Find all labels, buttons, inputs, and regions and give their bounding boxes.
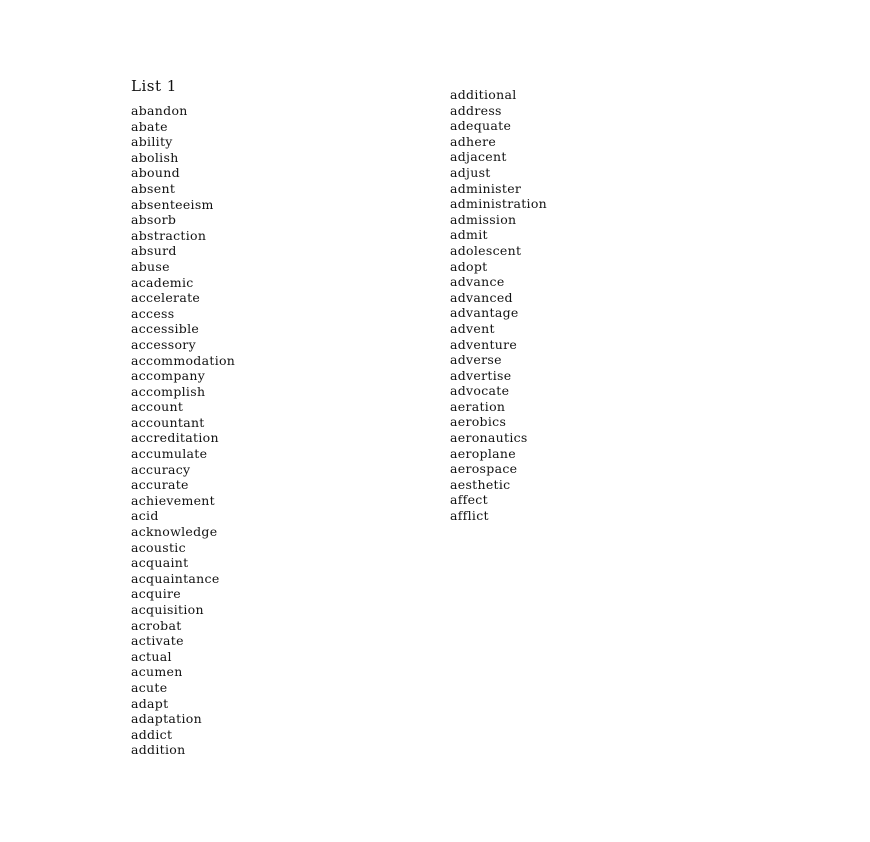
list-item: adventure [450, 336, 518, 352]
list-item: accessible [131, 321, 200, 337]
list-item: achievement [131, 492, 215, 508]
list-item: adaptation [131, 711, 202, 727]
list-item: abandon [131, 103, 188, 118]
word-list-column-1 [131, 103, 235, 758]
list-item: adjacent [450, 149, 507, 165]
list-item: accommodation [131, 352, 236, 368]
list-item: acumen [131, 664, 183, 680]
list-item: afflict [450, 508, 489, 524]
list-item: accessory [131, 336, 196, 352]
list-item: advocate [450, 383, 510, 399]
list-item: access [131, 305, 175, 321]
list-item: absurd [131, 243, 177, 259]
list-item: acoustic [131, 539, 186, 555]
list-item: adapt [131, 695, 169, 711]
list-item: address [450, 102, 502, 118]
list-item: advertise [450, 367, 512, 383]
list-item: aeration [450, 398, 506, 414]
list-item: advance [450, 274, 505, 290]
list-item: aerospace [450, 461, 518, 477]
list-item: ability [131, 134, 173, 150]
list-item: acquire [131, 586, 181, 602]
list-item: aerobics [450, 414, 507, 430]
list-item: adjust [450, 164, 491, 180]
list-item: abolish [131, 149, 179, 165]
list-item: accelerate [131, 290, 201, 306]
list-item: addition [131, 742, 186, 758]
list-item: additional [450, 87, 517, 102]
list-item: abound [131, 165, 180, 181]
list-item: accreditation [131, 430, 219, 446]
list-item: academic [131, 274, 194, 290]
list-item: aesthetic [450, 476, 511, 492]
list-item: accurate [131, 477, 189, 493]
word-list-column-2 [450, 87, 547, 524]
list-item: acrobat [131, 617, 182, 633]
list-item: admit [450, 227, 488, 243]
list-item: accomplish [131, 383, 206, 399]
list-item: acid [131, 508, 159, 524]
list-item: advantage [450, 305, 519, 321]
list-item: abstraction [131, 227, 207, 243]
list-item: acquaint [131, 555, 189, 571]
list-item: adolescent [450, 242, 522, 258]
list-item: aeroplane [450, 445, 516, 461]
list-item: actual [131, 648, 172, 664]
list-item: acquaintance [131, 570, 220, 586]
list-item: adverse [450, 352, 502, 368]
list-item: administer [450, 180, 522, 196]
list-item: activate [131, 633, 184, 649]
list-item: absent [131, 180, 176, 196]
list-item: accompany [131, 368, 206, 384]
list-item: adequate [450, 118, 512, 134]
list-item: abate [131, 118, 168, 134]
list-item: accumulate [131, 446, 208, 462]
list-item: advent [450, 320, 495, 336]
list-item: absorb [131, 212, 177, 228]
list-item: account [131, 399, 184, 415]
list-item: accountant [131, 414, 205, 430]
list-item: administration [450, 196, 548, 212]
list-item: accuracy [131, 461, 191, 477]
page-title: List 1 [131, 77, 177, 95]
list-item: admission [450, 211, 517, 227]
list-item: abuse [131, 258, 170, 274]
list-item: addict [131, 726, 173, 742]
list-item: aeronautics [450, 430, 528, 446]
list-item: adhere [450, 133, 497, 149]
list-item: acute [131, 679, 168, 695]
list-item: acknowledge [131, 524, 218, 540]
list-item: advanced [450, 289, 513, 305]
list-item: affect [450, 492, 488, 508]
list-item: adopt [450, 258, 488, 274]
list-item: acquisition [131, 602, 204, 617]
list-item: absenteeism [131, 196, 214, 212]
